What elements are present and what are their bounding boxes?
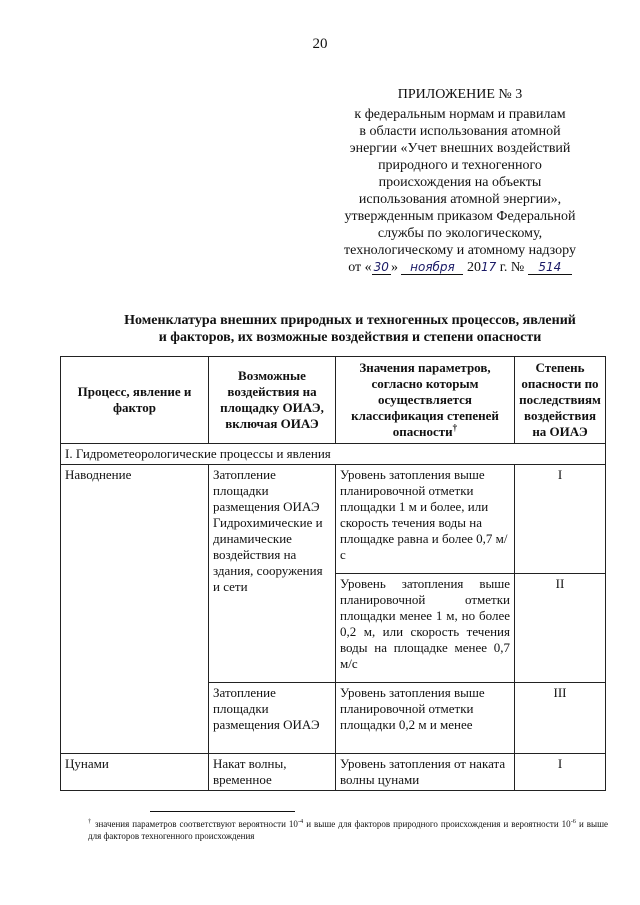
- appendix-line: природного и техногенного: [378, 158, 542, 173]
- flood-process-cell: Наводнение: [61, 465, 209, 754]
- tsunami-param-cell: Уровень затопления от наката волны цунами: [336, 754, 515, 791]
- table-header-row: [61, 357, 606, 444]
- flood-param-cell: Уровень затопления выше планировочной отметки площадки менее 1 м, но более 0,2 м, или скорость течения воды на площадке менее 0,7 м/с: [336, 574, 515, 683]
- section-title: I. Гидрометеорологические процессы и явления: [61, 444, 606, 465]
- appendix-line: использования атомной энергии»,: [358, 192, 562, 207]
- flood-level-cell: II: [515, 574, 606, 683]
- order-close-quote: »: [390, 260, 398, 275]
- appendix-line: в области использования атомной: [359, 124, 561, 139]
- document-title: [100, 312, 600, 346]
- header-parameters-text: Значения параметров, согласно которым осуществляется классификация степеней опасности: [351, 360, 499, 439]
- section-row: [61, 444, 606, 465]
- flood-level-cell: III: [515, 683, 606, 754]
- tsunami-impact-cell: Накат волны, временное: [209, 754, 336, 791]
- footnote-separator: [150, 811, 295, 812]
- flood-level-cell: I: [515, 465, 606, 574]
- appendix-line: происхождения на объекты: [378, 175, 542, 190]
- appendix-line: энергии «Учет внешних воздействий: [349, 141, 571, 156]
- order-year-suffix: 17: [480, 260, 497, 274]
- flood-param-cell: Уровень затопления выше планировочной отметки площадки 1 м и более, или скорость течения воды на площадке равна и более 0,7 м/с: [336, 465, 515, 574]
- footnote-text: и выше для факторов техногенного происхождения: [88, 819, 609, 841]
- tsunami-level-cell: I: [515, 754, 606, 791]
- order-from-label: от «: [348, 260, 372, 275]
- appendix-block: [330, 86, 590, 276]
- order-year-label: г. №: [499, 260, 525, 275]
- appendix-title: ПРИЛОЖЕНИЕ № 3: [397, 87, 523, 102]
- footnote-mark: †: [452, 422, 458, 433]
- document-title-line: и факторов, их возможные воздействия и степени опасности: [158, 330, 542, 345]
- footnote-exponent: -4: [297, 818, 304, 825]
- appendix-line: утвержденным приказом Федеральной: [344, 209, 576, 224]
- header-process: Процесс, явление и фактор: [61, 357, 209, 444]
- flood-param-cell: Уровень затопления выше планировочной отметки площадки 0,2 м и менее: [336, 683, 515, 754]
- footnote-text: значения параметров соответствуют вероятности 10: [91, 819, 298, 829]
- order-date-line: [330, 259, 590, 276]
- header-parameters: [336, 357, 515, 444]
- footnote: [88, 818, 608, 842]
- tsunami-process-cell: Цунами: [61, 754, 209, 791]
- document-title-line: Номенклатура внешних природных и техногенных процессов, явлений: [124, 313, 576, 328]
- table-row: [61, 465, 606, 574]
- appendix-line: службы по экологическому,: [377, 226, 543, 241]
- appendix-line: к федеральным нормам и правилам: [354, 107, 566, 122]
- nomenclature-table: [60, 356, 606, 791]
- footnote-mark: †: [88, 818, 92, 825]
- table-row: [61, 754, 606, 791]
- order-month: ноября: [401, 260, 463, 275]
- header-danger-level: Степень опасности по последствиям воздействия на ОИАЭ: [515, 357, 606, 444]
- header-impact: Возможные воздействия на площадку ОИАЭ, включая ОИАЭ: [209, 357, 336, 444]
- flood-impact-cell: Затопление площадки размещения ОИАЭ: [209, 683, 336, 754]
- order-day: 30: [373, 260, 389, 274]
- page-number: 20: [312, 36, 328, 52]
- order-number: 514: [528, 260, 572, 275]
- footnote-text: и выше для факторов природного происхождения и вероятности 10: [303, 819, 571, 829]
- footnote-exponent: -6: [570, 818, 576, 825]
- appendix-line: технологическому и атомному надзору: [344, 243, 576, 258]
- flood-impact-cell: Затопление площадки размещения ОИАЭ Гидрохимические и динамические воздействия на здания, сооружения и сети: [209, 465, 336, 683]
- order-year-prefix: 20: [466, 260, 481, 275]
